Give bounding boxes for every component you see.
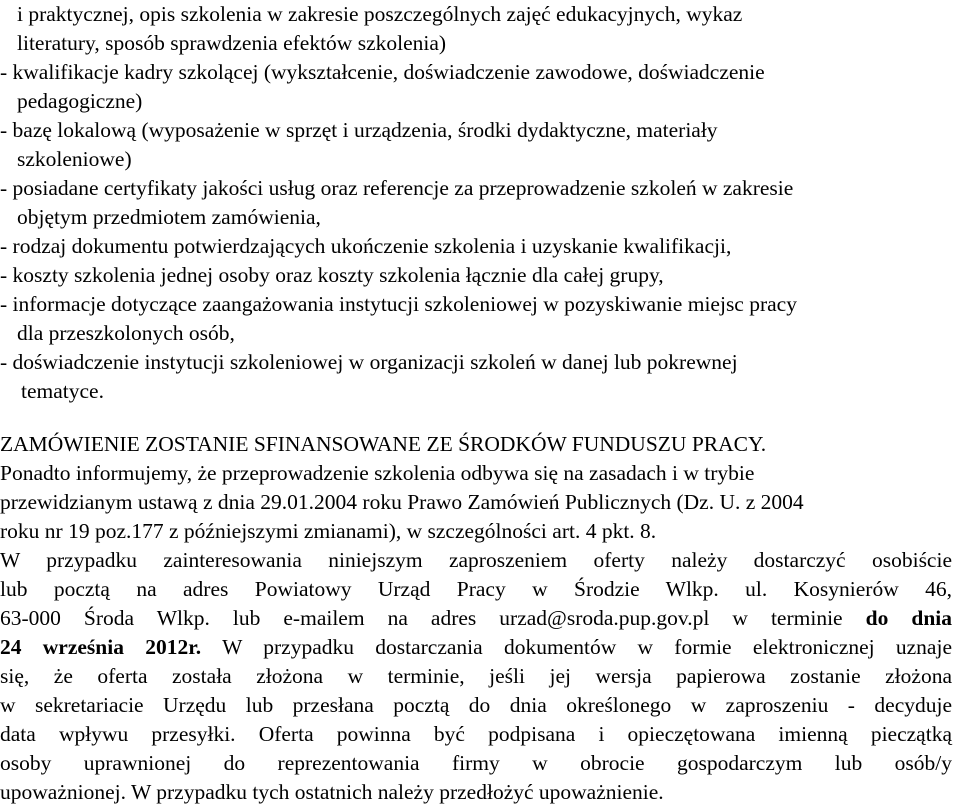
list-item-line: - posiadane certyfikaty jakości usług oraz referencje za przeprowadzenie szkoleń w zakresie <box>0 176 794 200</box>
list-item-line: dla przeszkolonych osób, <box>17 321 235 345</box>
paragraph-line: Ponadto informujemy, że przeprowadzenie szkolenia odbywa się na zasadach i w trybie <box>0 461 755 485</box>
paragraph-text: 63-000 Środa Wlkp. lub e-mailem na adres urzad@sroda.pup.gov.pl w terminie <box>0 606 843 630</box>
list-item-line: - kwalifikacje kadry szkolącej (wykształcenie, doświadczenie zawodowe, doświadczenie <box>0 60 765 84</box>
list-item-line: szkoleniowe) <box>17 147 132 171</box>
paragraph-line <box>0 633 952 662</box>
paragraph-line <box>0 604 952 633</box>
paragraph-text: W przypadku dostarczania dokumentów w formie elektronicznej uznaje <box>222 635 952 659</box>
list-item-line: objętym przedmiotem zamówienia, <box>17 205 321 229</box>
paragraph-line: się, że oferta została złożona w terminie, jeśli jej wersja papierowa zostanie złożona <box>0 664 952 688</box>
financing-heading: ZAMÓWIENIE ZOSTANIE SFINANSOWANE ZE ŚRODKÓW FUNDUSZU PRACY. <box>0 432 767 456</box>
paragraph-line: osoby uprawnionej do reprezentowania firmy w obrocie gospodarczym lub osób/y <box>0 751 952 775</box>
list-item-line: - informacje dotyczące zaangażowania instytucji szkoleniowej w pozyskiwanie miejsc pracy <box>0 292 797 316</box>
list-item-line: tematyce. <box>21 379 104 403</box>
list-item-line: - rodzaj dokumentu potwierdzających ukończenie szkolenia i uzyskanie kwalifikacji, <box>0 234 732 258</box>
list-item-line: literatury, sposób sprawdzenia efektów szkolenia) <box>17 31 447 55</box>
list-item-line: i praktycznej, opis szkolenia w zakresie poszczególnych zajęć edukacyjnych, wykaz <box>17 2 743 26</box>
paragraph-line: przewidzianym ustawą z dnia 29.01.2004 roku Prawo Zamówień Publicznych (Dz. U. z 2004 <box>0 490 804 514</box>
paragraph-line: roku nr 19 poz.177 z późniejszymi zmianami), w szczególności art. 4 pkt. 8. <box>0 519 657 543</box>
deadline-date: do dnia <box>865 606 952 630</box>
list-item-line: - doświadczenie instytucji szkoleniowej w organizacji szkoleń w danej lub pokrewnej <box>0 350 738 374</box>
paragraph-line: upoważnionej. W przypadku tych ostatnich należy przedłożyć upoważnienie. <box>0 780 664 804</box>
list-item-line: - bazę lokalową (wyposażenie w sprzęt i urządzenia, środki dydaktyczne, materiały <box>0 118 718 142</box>
paragraph-line: data wpływu przesyłki. Oferta powinna być podpisana i opieczętowana imienną pieczątką <box>0 722 952 746</box>
list-item-line: pedagogiczne) <box>17 89 143 113</box>
paragraph-line: w sekretariacie Urzędu lub przesłana pocztą do dnia określonego w zaproszeniu - decyduje <box>0 693 952 717</box>
deadline-date: 24 września 2012r. <box>0 635 202 659</box>
paragraph-line: W przypadku zainteresowania niniejszym zaproszeniem oferty należy dostarczyć osobiście <box>0 548 952 572</box>
paragraph-line: lub pocztą na adres Powiatowy Urząd Pracy w Środzie Wlkp. ul. Kosynierów 46, <box>0 577 952 601</box>
list-item-line: - koszty szkolenia jednej osoby oraz koszty szkolenia łącznie dla całej grupy, <box>0 263 664 287</box>
